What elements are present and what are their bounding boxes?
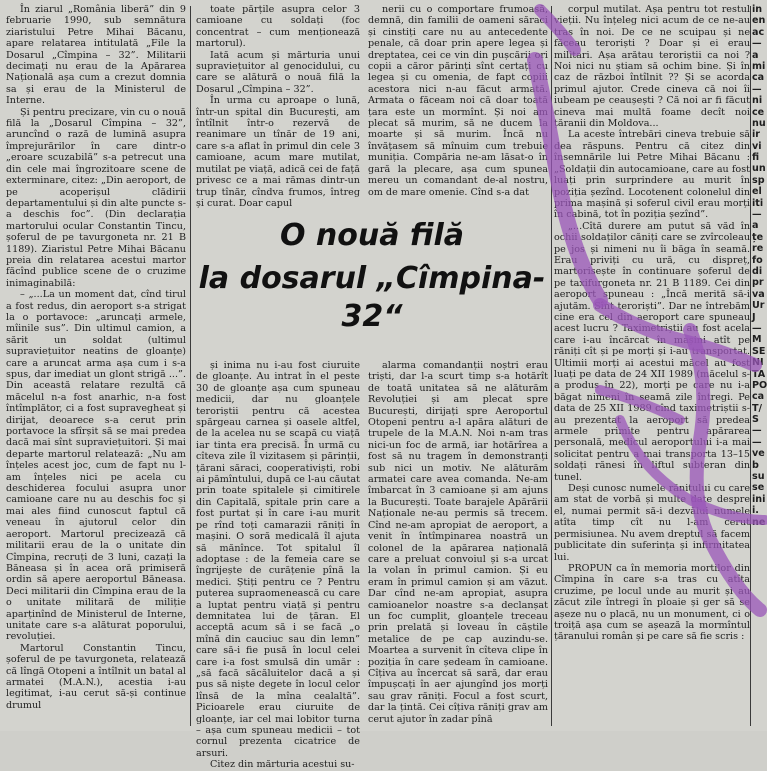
edge-fragment: ce	[752, 106, 765, 118]
edge-fragment: el	[752, 186, 762, 198]
headline-line-1: O nouă filă	[279, 218, 465, 253]
edge-fragment: —	[752, 38, 762, 50]
edge-fragment: J	[752, 311, 756, 323]
edge-fragment: S	[752, 414, 759, 426]
edge-fragment: ne	[752, 516, 766, 528]
edge-fragment: b	[752, 459, 759, 471]
edge-fragment: a	[752, 49, 759, 61]
headline-line-2: la dosarul „Cîmpina-32“	[198, 261, 546, 334]
paragraph: corpul mutilat. Așa pentru tot restul vieții. Nu înțeleg nici acum de ce ne-au tras în noi. De ce ne scuipau și ne făceau teroriști ? Doar și ei erau militari. Așa arătau teroriștii ca noi ? Noi nici nu știam să ochim bine. Și în caz de război întîlnit ?? Și se acorda primul ajutor. Crede cineva că noi îi iubeam pe ceaușești ? Că noi ar fi făcut cineva mai multă foame decît noi țăranii din Moldova...	[554, 4, 750, 130]
edge-fragment: in	[752, 4, 763, 15]
paragraph: Citez din mărturia acestui su-	[210, 759, 355, 771]
edge-fragment: ve	[752, 448, 765, 460]
column-divider	[190, 6, 191, 726]
edge-fragment: Ur	[752, 300, 765, 312]
edge-fragment: ni	[752, 95, 763, 107]
paragraph: alarma comandanții noștri erau triști, dar l-a scurt timp s-a hotărît de toată unitatea să ne alăturăm Revoluției și am plecat spre București, dirijați spre Aeroportul Otopeni pentru a-l apăra alături de trupele de la M.A.N. Noi n-am tras nici-un foc de armă, iar hotărîrea a fost să nu tragem în demonstranți sub nici un motiv. Ne alăturăm armatei care avea comanda. Ne-am îmbarcat în 3 camioane și am ajuns la București. Toate barajele Apărării Naționale ne-au permis să trecem. Cînd ne-am apropiat de aeroport, a venit în întîmpinarea noastră un colonel de la apărarea națională care a preluat convoiul și s-a urcat la volan în primul camion. Și eu eram în primul camion și am văzut. Dar cînd ne-am apropiat, asupra camioanelor noastre s-a declanșat un foc cumplit, gloanțele treceau prin prelată și loveau în căștile metalice de pe cap auzindu-se. Moartea a survenit în cîteva clipe în poziția în care ședeam în camioane. Cîțiva au încercat să sară, dar erau împușcați în aer ajungînd jos morți sau grav răniți. Focul a fost scurt, dar la țintă. Cei cîțiva răniți grav am cerut ajutor în zadar pînă	[368, 360, 548, 725]
article-column-1	[6, 4, 186, 728]
paragraph: PROPUN ca în memoria mortilor din Cîmpina în care s-a tras cu atîta cruzime, pe locul unde au murit și au zăcut zile întregi în ploaie și ger să se așeze nu o placă, nu un monument, ci o troiță așa cum se așează la mormîntul țăranului român și pe care să fie scris :	[554, 562, 750, 643]
edge-fragment: pr	[752, 277, 764, 289]
edge-fragment: —	[752, 83, 762, 95]
edge-fragment: ac	[752, 26, 765, 38]
edge-fragment: fo	[752, 254, 763, 266]
edge-fragment: —	[752, 425, 762, 437]
edge-fragment: va	[752, 288, 765, 300]
paragraph: – „...La un moment dat, cînd tirul a fost redus, din aeroport s-a strigat la o portavoce: „aruncați armele, mîinile sus”. Din ultimul camion, a sărit un soldat (ultimul supraviețuitor neatins de gloanțe) care a aruncat arma așa cum i s-a spus, dar imediat un glont strigă ...”. Din această relatare rezultă că măcelul n-a fost anarhic, n-a fost întîmplător, ci a fost supravegheat și dirijat, deoarece s-a cerut prin portavoce la sfîrșit să se mai predea dacă mai sînt supraviețuitori. Și mai departe martorul relatează: „Nu am înțeles acest joc, cum de fapt nu l-am înțeles nici pe acela cu deschiderea focului asupra unor camioane care nu au deschis foc și mai ales fiind cunoscut faptul că veneau în ajutorul celor din aeroport. Martorul precizează că militarii erau de la o unitate din Cîmpina, recruți de 3 luni, cazați la Băneasa și în acea oră primiseră ordin să apere aeroportul Băneasa. Deci militarii din Cîmpina erau de la o unitate militară de miliție aparținînd de Ministerul de Interne, unitate care s-a alăturat poporului, revoluției.	[6, 289, 186, 643]
paragraph: Și pentru precizare, vin cu o nouă filă la „Dosarul Cîmpina – 32”, aruncînd o rază de lumină asupra împrejurărilor în care dintr-o „eroare scuzabilă” s-a petrecut una din cele mai îngrozitoare scene de exterminare, citez: „Din aeroport, de pe acoperișul clădirii departamentului și din alte puncte s-a deschis foc”. (Din declarația martorului ocular Constantin Tincu, șoferul de pe tavurgoneta nr. 21 B 1189). Ziaristul Petre Mihai Băcanu preia din relatarea acestui martor făcînd publice scene de o cruzime inimaginabilă:	[6, 106, 186, 289]
paragraph: „...Cîtă durere am putut să văd în ochii soldaților căniți care se zvîrcoleau pe jos și nimeni nu îi băga în seamă. Erau priviți cu ură, cu dispreț, martorisește în continuare șoferul de pe taxifurgoneta nr. 21 B 1189. Cei din aeroport spuneau : „Încă merită să-i ajutăm. Sînt teroriști”. Dar ne întrebăm cine era cel din aeroport care spuneau acest lucru ? Taximetriștii au fost acela care i-au încărcat în mașini atît pe răniți cît și pe morți și i-au transportat. Ultimii morți ai acestui măcel au fost luați pe data de 24 XII 1989 (măcelul s-a produs în 22), morți pe care nu i-a băgat nimeni în seamă zile întregi. Pe data de 25 XII 1989 cînd taximetriștii s-au prezentat la aeroport să predea armele primite pentru apărarea personală, medicul aeroportului i-a mai solicitat pentru a mai transporta 13–15 soldați rănesi în liftul subteran din tunel.	[554, 220, 750, 483]
article-headline	[196, 218, 548, 338]
paragraph: Deși cunosc numele rănitului cu care am stat de vorbă și multe date despre el, numai permit să-i dezvălui numele atîta timp cît nu l-am cerut permisiunea. Nu avem dreptul să facem publicitate din suferința și infirmitatea lui.	[554, 483, 750, 563]
edge-fragment: sp	[752, 174, 765, 186]
edge-fragment: țe	[752, 231, 764, 243]
edge-fragment: ini	[752, 493, 766, 505]
edge-fragment: —	[752, 209, 762, 221]
edge-fragment: i.	[752, 505, 759, 517]
edge-fragment: fi	[752, 152, 760, 164]
edge-fragment: —	[752, 436, 762, 448]
edge-fragment: vi	[752, 140, 762, 152]
article-column-2-top	[196, 4, 360, 209]
paragraph: Iată acum și mărturia unui supraviețuitor al genocidului, cu care se alătură o nouă filă la Dosarul „Cîmpina – 32”.	[196, 49, 360, 95]
edge-fragment: su	[752, 471, 765, 483]
edge-fragment: un	[752, 163, 766, 175]
paragraph: În urma cu aproape o lună, într-un spital din București, am întîlnit într-o rezervă de reanimare un tînăr de 19 ani, care s-a aflat în primul din cele 3 camioane, acum mare mutilat, mutilat pe viață, adică cei de față privesc ce a mai rămas dintr-un trup tînăr, cîndva frumos, întreg și curat. Doar capul	[196, 95, 360, 209]
edge-fragment: M	[752, 334, 762, 346]
paragraph: În ziarul „România liberă” din 9 februarie 1990, sub semnătura ziaristului Petre Mihai Băcanu, apare relatarea intitulată „File la Dosarul „Cîmpina – 32”. Militarii decimați nu erau de la Apărarea Națională așa cum a crezut domnia sa și erau de la Ministerul de Interne.	[6, 4, 186, 107]
paragraph: nerii cu o comportare frumoasă, demnă, din familii de oameni săraci și cinstiți care nu au antecedente penale, că doar prin apere legea și dreptatea, cei ce vin din pușcării ori copii a căror părinți sînt certați cu legea și cu omenia, de fapt copiii acestora nici n-au făcut armată. Armata o făceam noi că doar toată țara este un mormînt. Și noi am plecat să murim, să ne ducem la moarte și să murim. Încă nu învățasem să mînuim cum trebuie muniția. Compăria ne-am lăsat-o în gară la plecare, așa cum spunea mereu un comandant de-al nostru, om de mare omenie. Cînd s-a dat	[368, 4, 548, 198]
article-column-3-bottom	[368, 360, 548, 728]
adjacent-column-fragment	[752, 4, 767, 728]
edge-fragment: iti	[752, 197, 764, 209]
edge-fragment: mi	[752, 60, 766, 72]
edge-fragment: nu	[752, 117, 766, 129]
paragraph: și inima nu i-au fost ciuruite de gloanțe. Au intrat în el peste 30 de gloanțe așa cum spuneau medicii, dar nu gloanțele teroriștii pentru că acestea spărgeau carnea și oasele altfel, de la acelea nu se scapă cu viață iar tinta era precisă. În urmă cu cîteva zile îl vizitasem și părinții, țărani săraci, cooperativiști, robi ai pămîntului, după ce l-au căutat prin toate spitalele și cimitirele din Capitală, spitale prin care a fost purtat și în care i-au murit pe rînd toți camarazii răniți în mașini. O soră medicală îl ajuta să mănînce. Tot spitalul îl adoptase : de la femeia care se îngrijește de curățenie pînă la medici. Știți pentru ce ? Pentru puterea supraomenească cu care a luptat pentru viață și pentru demnitatea lui de țăran. El acceptă acum să i se facă „o mînă din cauciuc sau din lemn” care să-i fie pusă în locul celei care i-a fost smulsă din umăr : „să facă săcăluitelor dacă a și pus să niște degete în locul celor lînsă de la mîna cealaltă”. Picioarele erau ciuruite de gloanțe, iar cel mai lobitor turna – așa cum spuneau medicii – tot cornul prezenta cicatrice de arsuri.	[196, 360, 360, 759]
edge-fragment: NI	[752, 357, 764, 369]
paragraph: La aceste întrebări cineva trebuie să dea răspuns. Pentru că citez din însemnările lui Petre Mihai Băcanu : „Soldații din autocamioane, care au fost luați prin surprindere au murit în poziția șezînd. Locotenent colonelul din prima mașină și soferul civil erau morți în cabină, tot în poziția șezînd”.	[554, 129, 750, 221]
edge-fragment: en	[752, 15, 766, 27]
paragraph: Martorul Constantin Tincu, șoferul de pe tavurgoneta, relatează că lîngă Otopeni a întîlnit un batal al armatei (M.A.N.), acestia i-au legitimat, i-au cerut să-și continue drumul	[6, 642, 186, 711]
paragraph: toate părțile asupra celor 3 camioane cu soldați (foc concentrat – cum menționează martorul).	[196, 4, 360, 50]
column-divider	[551, 6, 552, 726]
edge-fragment: a	[752, 220, 759, 232]
article-column-2-bottom	[196, 360, 360, 771]
edge-fragment: T/	[752, 402, 763, 414]
edge-fragment: SE	[752, 345, 766, 357]
edge-fragment: di	[752, 265, 763, 277]
edge-fragment: —	[752, 322, 762, 334]
edge-fragment: PO	[752, 379, 767, 391]
edge-fragment: ca	[752, 391, 765, 403]
edge-fragment: TA	[752, 368, 766, 380]
article-column-4	[554, 4, 750, 728]
column-divider	[750, 6, 751, 726]
edge-fragment: re	[752, 243, 764, 255]
edge-fragment: se	[752, 482, 765, 494]
edge-fragment: ca	[752, 72, 765, 84]
edge-fragment: ir	[752, 129, 761, 141]
article-column-3-top	[368, 4, 548, 198]
